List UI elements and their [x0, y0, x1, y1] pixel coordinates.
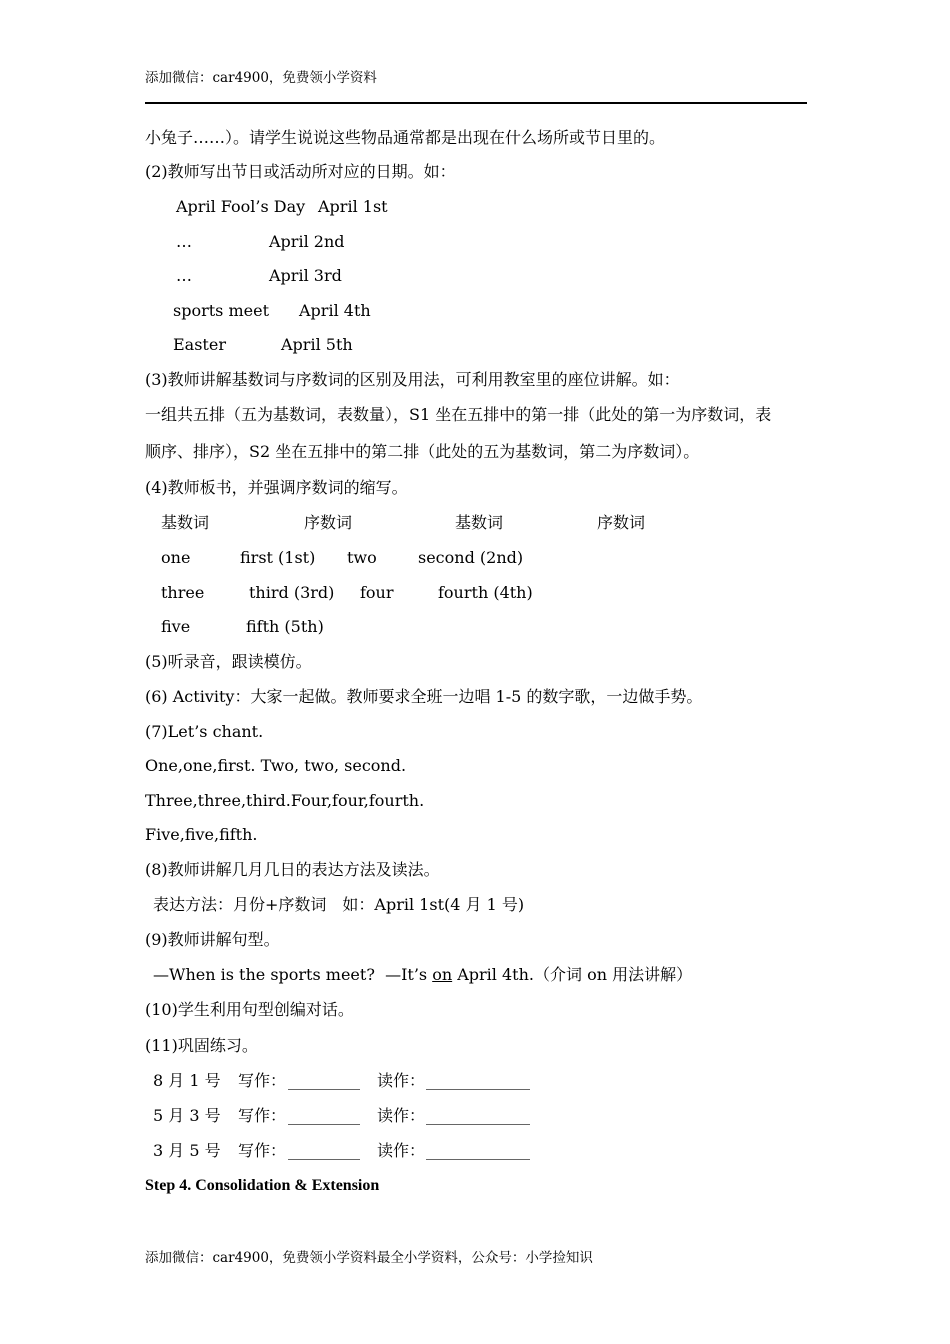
- write-label: 写作：: [238, 1106, 287, 1125]
- date-event: …: [176, 232, 192, 251]
- chant-line: Five,five,fifth.: [145, 825, 258, 844]
- date-value: April 2nd: [269, 232, 345, 251]
- table-header: 基数词: [455, 513, 504, 532]
- read-blank: _____________: [426, 1071, 530, 1090]
- table-cell: fifth (5th): [246, 617, 324, 636]
- date-value: April 4th: [299, 301, 371, 320]
- read-label: 读作：: [377, 1106, 426, 1125]
- table-cell: second (2nd): [418, 548, 524, 567]
- paragraph-line: (10)学生利用句型创编对话。: [145, 1000, 354, 1019]
- page-footer: 添加微信：car4900，免费领小学资料最全小学资料，公众号：小学捡知识: [145, 1250, 593, 1266]
- table-cell: three: [161, 583, 205, 602]
- exercise-date: 8 月 1 号: [153, 1071, 221, 1090]
- table-cell: fourth (4th): [438, 583, 533, 602]
- write-label: 写作：: [238, 1071, 287, 1090]
- page-header: 添加微信：car4900，免费领小学资料: [145, 70, 377, 86]
- paragraph-line: (11)巩固练习。: [145, 1036, 258, 1055]
- table-cell: first (1st): [240, 548, 316, 567]
- paragraph-line: (6) Activity：大家一起做。教师要求全班一边唱 1-5 的数字歌，一边做手势。: [145, 687, 703, 706]
- write-blank: _________: [288, 1106, 360, 1125]
- date-value: April 3rd: [269, 266, 342, 285]
- read-label: 读作：: [377, 1071, 426, 1090]
- exercise-date: 5 月 3 号: [153, 1106, 221, 1125]
- step-heading: Step 4. Consolidation & Extension: [145, 1177, 380, 1194]
- date-value: April 1st: [318, 197, 388, 216]
- write-blank: _________: [288, 1141, 360, 1160]
- chant-line: Three,three,third.Four,four,fourth.: [145, 791, 425, 810]
- paragraph-line: (4)教师板书，并强调序数词的缩写。: [145, 478, 408, 497]
- paragraph-line: (2)教师写出节日或活动所对应的日期。如：: [145, 162, 456, 181]
- paragraph-line: (3)教师讲解基数词与序数词的区别及用法，可利用教室里的座位讲解。如：: [145, 370, 680, 389]
- sentence-part: —When is the sports meet? —It’s: [153, 965, 433, 984]
- paragraph-line: 表达方法：月份+序数词 如：April 1st(4 月 1 号): [153, 895, 525, 914]
- paragraph-line: (9)教师讲解句型。: [145, 930, 280, 949]
- sentence-part: April 4th.（介词 on 用法讲解）: [452, 965, 693, 984]
- read-blank: _____________: [426, 1141, 530, 1160]
- chant-line: One,one,first. Two, two, second.: [145, 756, 407, 775]
- paragraph-line: 小兔子……）。请学生说说这些物品通常都是出现在什么场所或节日里的。: [145, 128, 666, 147]
- date-event: …: [176, 266, 192, 285]
- paragraph-line: 一组共五排（五为基数词，表数量），S1 坐在五排中的第一排（此处的第一为序数词，表: [145, 405, 772, 424]
- paragraph-line: (7)Let’s chant.: [145, 722, 264, 741]
- read-label: 读作：: [377, 1141, 426, 1160]
- date-event: Easter: [173, 335, 226, 354]
- date-event: sports meet: [173, 301, 269, 320]
- underlined-preposition: on: [432, 965, 453, 984]
- paragraph-line: 顺序、排序），S2 坐在五排中的第二排（此处的五为基数词，第二为序数词）。: [145, 442, 700, 461]
- table-header: 序数词: [304, 513, 353, 532]
- header-divider: [145, 102, 807, 104]
- date-value: April 5th: [281, 335, 353, 354]
- paragraph-line: (8)教师讲解几月几日的表达方法及读法。: [145, 860, 440, 879]
- table-header: 基数词: [161, 513, 210, 532]
- table-cell: third (3rd): [249, 583, 335, 602]
- table-cell: one: [161, 548, 191, 567]
- exercise-date: 3 月 5 号: [153, 1141, 221, 1160]
- write-blank: _________: [288, 1071, 360, 1090]
- table-cell: two: [347, 548, 377, 567]
- table-cell: four: [360, 583, 394, 602]
- date-event: April Fool’s Day: [176, 197, 306, 216]
- read-blank: _____________: [426, 1106, 530, 1125]
- table-cell: five: [161, 617, 191, 636]
- write-label: 写作：: [238, 1141, 287, 1160]
- sentence-pattern: [153, 965, 692, 985]
- paragraph-line: (5)听录音，跟读模仿。: [145, 652, 312, 671]
- table-header: 序数词: [597, 513, 646, 532]
